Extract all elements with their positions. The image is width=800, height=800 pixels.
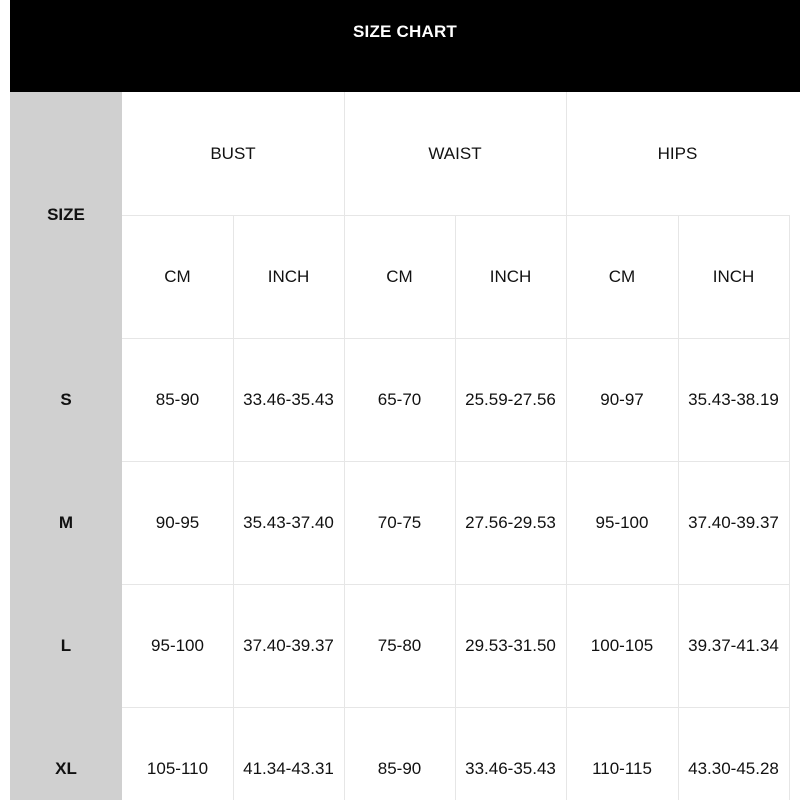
table-cell: 25.59-27.56 [465,389,556,409]
table-cell: 65-70 [377,389,422,409]
table-cell: 105-110 [146,759,209,778]
table-cell: 75-80 [377,635,422,655]
unit-header: CM [386,266,413,286]
table-cell: 29.53-31.50 [465,635,556,655]
table-cell: 35.43-38.19 [688,389,779,409]
table-cell: 85-90 [155,389,200,409]
table-cell: 100-105 [590,635,654,655]
size-header: SIZE [47,205,85,224]
unit-header: INCH [712,266,755,286]
table-cell: 39.37-41.34 [688,635,779,655]
size-label: XL [55,759,77,778]
table-cell: 37.40-39.37 [243,635,334,655]
table-cell: 70-75 [377,512,422,532]
table-cell: 110-115 [592,759,652,778]
unit-header: INCH [267,266,310,286]
table-cell: 33.46-35.43 [465,759,556,778]
table-cell: 85-90 [377,759,422,778]
table-cell: 95-100 [151,635,204,655]
table-cell: 43.30-45.28 [688,759,779,778]
group-header-hips: HIPS [657,143,698,163]
grid-line [789,215,790,800]
table-cell: 35.43-37.40 [243,512,334,532]
table-cell: 95-100 [595,512,649,532]
group-header-bust: BUST [210,143,256,163]
table-cell: 37.40-39.37 [688,512,779,532]
table-cell: 41.34-43.31 [243,759,334,778]
size-label: S [60,389,72,409]
table-cell: 90-95 [155,512,200,532]
unit-header: CM [608,266,636,286]
table-cell: 27.56-29.53 [465,512,556,532]
size-label: L [60,635,72,655]
chart-title: SIZE CHART [10,0,800,92]
unit-header: INCH [489,266,532,286]
group-header-waist: WAIST [428,143,482,163]
unit-header: CM [164,266,191,286]
table-cell: 33.46-35.43 [243,389,334,409]
size-label: M [58,512,74,532]
table-cell: 90-97 [600,389,644,409]
